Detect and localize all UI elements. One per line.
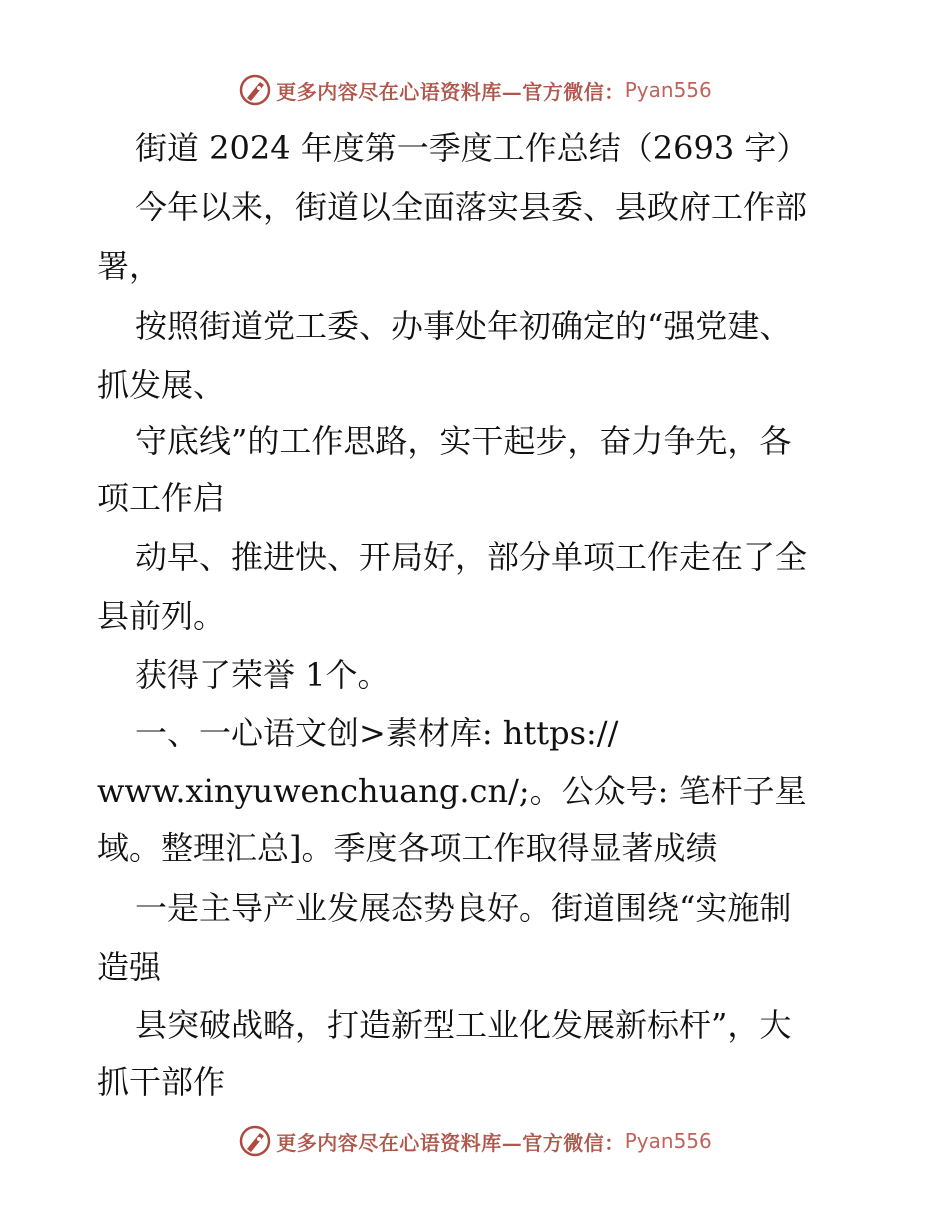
text-line: 一是主导产业发展态势良好。街道围绕“实施制 <box>135 889 792 927</box>
text-line: 造强 <box>97 948 162 986</box>
text-line: 一、一心语文创>素材库: https:// <box>135 714 619 752</box>
text-line: 抓干部作 <box>97 1063 226 1101</box>
text-line: 获得了荣誉 1个。 <box>135 656 390 694</box>
text-line: 域。整理汇总]。季度各项工作取得显著成绩 <box>97 829 718 867</box>
pen-logo-icon <box>238 1124 272 1158</box>
text-line: 守底线”的工作思路，实干起步，奋力争先，各 <box>135 422 792 460</box>
text-line: 抓发展、 <box>97 366 226 404</box>
text-line: www.xinyuwenchuang.cn/;。公众号: 笔杆子星 <box>97 772 807 810</box>
text-line: 按照街道党工委、办事处年初确定的“强党建、 <box>135 307 792 345</box>
header-watermark-banner <box>0 70 950 110</box>
text-line: 今年以来，街道以全面落实县委、县政府工作部 <box>135 188 808 226</box>
document-title: 街道 2024 年度第一季度工作总结（2693 字） <box>135 129 809 167</box>
footer-banner-wechat-id: Pyan556 <box>624 1129 712 1153</box>
text-line: 县前列。 <box>97 597 226 635</box>
text-line: 动早、推进快、开局好，部分单项工作走在了全 <box>135 538 808 576</box>
text-line: 署， <box>97 247 162 285</box>
text-line: 项工作启 <box>97 479 226 517</box>
pen-logo-icon <box>238 73 272 107</box>
header-banner-wechat-id: Pyan556 <box>624 78 712 102</box>
header-banner-text: 更多内容尽在心语资料库—官方微信： <box>276 79 625 104</box>
footer-banner-text: 更多内容尽在心语资料库—官方微信： <box>276 1130 625 1155</box>
text-line: 县突破战略，打造新型工业化发展新标杆”，大 <box>135 1006 792 1044</box>
footer-watermark-banner <box>0 1121 950 1161</box>
